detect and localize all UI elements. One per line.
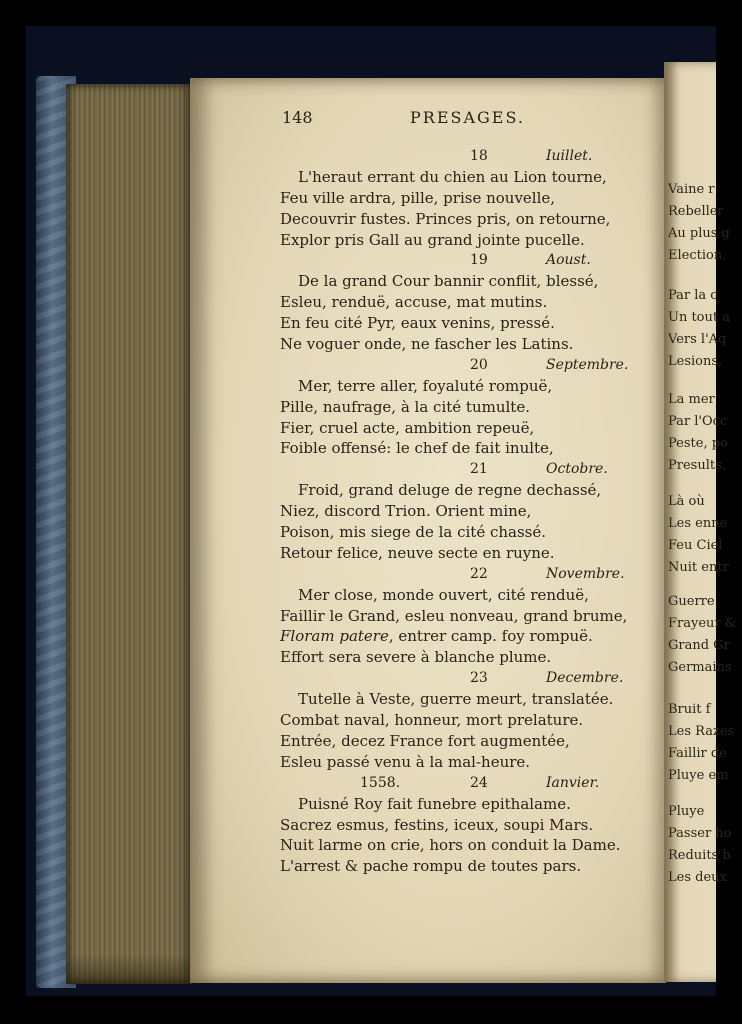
page-edges [66, 84, 192, 984]
verse-line: Pille, naufrage, à la cité tumulte. [280, 397, 530, 416]
page-number: 148 [282, 108, 313, 127]
facing-page-fragment: Les enne [668, 516, 728, 531]
verse-line: Sacrez esmus, festins, iceux, soupi Mars. [280, 815, 594, 834]
facing-page-fragment: La mer [668, 392, 715, 407]
facing-page-fragment: Bruit f [668, 702, 711, 717]
verse-line: Tutelle à Veste, guerre meurt, translatée. [298, 690, 614, 709]
verse-line: Nuit larme on crie, hors on conduit la Dame. [280, 836, 621, 855]
facing-page-fragment: Lesions, [668, 354, 723, 369]
facing-page [664, 62, 737, 982]
stanza-number: 22 [470, 565, 488, 582]
facing-page-fragment: Frayeur & [668, 616, 737, 631]
verse-line: Combat naval, honneur, mort prelature. [280, 711, 584, 730]
facing-page-fragment: Vaine r [668, 182, 715, 197]
facing-page-fragment: Guerre [668, 594, 715, 609]
facing-page-fragment: Là où [668, 494, 705, 509]
facing-page-fragment: Peste, po [668, 436, 728, 451]
facing-page-fragment: Les Razes [668, 724, 735, 739]
stanza-number: 23 [470, 670, 488, 687]
verse-line: Puisné Roy fait funebre epithalame. [298, 794, 571, 813]
facing-page-fragment: Feu Ciel [668, 538, 723, 553]
stanza-heading [280, 250, 660, 271]
facing-page-fragment: Grand Gr [668, 638, 730, 653]
facing-page-fragment: Passer ho [668, 826, 732, 841]
facing-page-fragment: Faillir de [668, 746, 727, 761]
latin-phrase: Floram patere [280, 627, 389, 646]
verse-line: Froid, grand deluge de regne dechassé, [298, 481, 602, 500]
stanza-month: Ianvier. [546, 774, 600, 791]
verse-line: Ne voguer onde, ne fascher les Latins. [280, 335, 574, 354]
running-title: PRESAGES. [410, 108, 525, 127]
stanza-month: Novembre. [546, 565, 625, 582]
stanza-number: 18 [470, 148, 488, 164]
facing-page-fragment: Pluye [668, 804, 705, 819]
facing-page-fragment: Reduits b [668, 848, 731, 863]
facing-page-fragment: Nuit entr [668, 560, 729, 575]
stanza-number: 20 [470, 356, 488, 373]
stanza-month: Septembre. [546, 356, 629, 373]
stanza-heading [280, 459, 660, 480]
verse-line: Floram patere, entrer camp. foy rompuë. [280, 627, 593, 646]
verse-line: En feu cité Pyr, eaux venins, pressé. [280, 314, 555, 333]
verse-line: Decouvrir fustes. Princes pris, on retourne, [280, 209, 611, 228]
verse-line: Explor pris Gall au grand jointe pucelle. [280, 230, 585, 249]
verse-line: Poison, mis siege de la cité chassé. [280, 523, 547, 542]
verse-line: Entrée, decez France fort augmentée, [280, 731, 570, 750]
facing-page-fragment: Un tout a [668, 310, 730, 325]
facing-page-fragment: Germains [668, 660, 732, 675]
stanza-heading [280, 146, 660, 167]
facing-page-fragment: Par la c [668, 288, 718, 303]
stanza-month: Octobre. [546, 461, 608, 478]
stanza-month: Iuillet. [546, 148, 593, 164]
verse-line: Esleu, renduë, accuse, mat mutins. [280, 293, 548, 312]
verse-line: Effort sera severe à blanche plume. [280, 648, 552, 667]
running-head [0, 108, 742, 134]
stanza-heading [280, 668, 660, 689]
facing-page-fragment: Par l'Occ [668, 414, 728, 429]
verse-line: Esleu passé venu à la mal-heure. [280, 752, 531, 771]
facing-page-fragment: Presults. [668, 458, 726, 473]
stanza-month: Decembre. [546, 670, 624, 687]
facing-page-fragment: Rebeller [668, 204, 724, 219]
stanza-heading [280, 355, 660, 376]
facing-page-fragment: Pluye em [668, 768, 729, 783]
stanza-heading [280, 773, 660, 794]
stanza-month: Aoust. [546, 252, 591, 269]
verse-line: L'arrest & pache rompu de toutes pars. [280, 857, 582, 876]
verse-line: Fier, cruel acte, ambition repeuë, [280, 418, 535, 437]
facing-page-fragment: Les deux [668, 870, 727, 885]
stanza-heading [280, 564, 660, 585]
verse-line: Faillir le Grand, esleu nonveau, grand brume, [280, 606, 628, 625]
facing-page-fragment: Vers l'Aq [668, 332, 727, 347]
verse-line: Mer, terre aller, foyaluté rompuë, [298, 376, 553, 395]
stanza-number: 19 [470, 252, 488, 269]
verse-line: Feu ville ardra, pille, prise nouvelle, [280, 188, 556, 207]
stanza-year: 1558. [360, 774, 401, 791]
verse-line: De la grand Cour bannir conflit, blessé, [298, 272, 599, 291]
verse-line: L'heraut errant du chien au Lion tourne, [298, 167, 607, 186]
verse-line: Foible offensé: le chef de fait inulte, [280, 439, 554, 458]
verse-line: Niez, discord Trion. Orient mine, [280, 502, 532, 521]
facing-page-fragment: Election, [668, 248, 727, 263]
verse-line: Mer close, monde ouvert, cité renduë, [298, 585, 589, 604]
verse-block [280, 146, 660, 877]
stanza-number: 21 [470, 461, 488, 478]
stanza-number: 24 [470, 774, 488, 791]
facing-page-fragment: Au plus g [668, 226, 730, 241]
verse-line: Retour felice, neuve secte en ruyne. [280, 543, 555, 562]
